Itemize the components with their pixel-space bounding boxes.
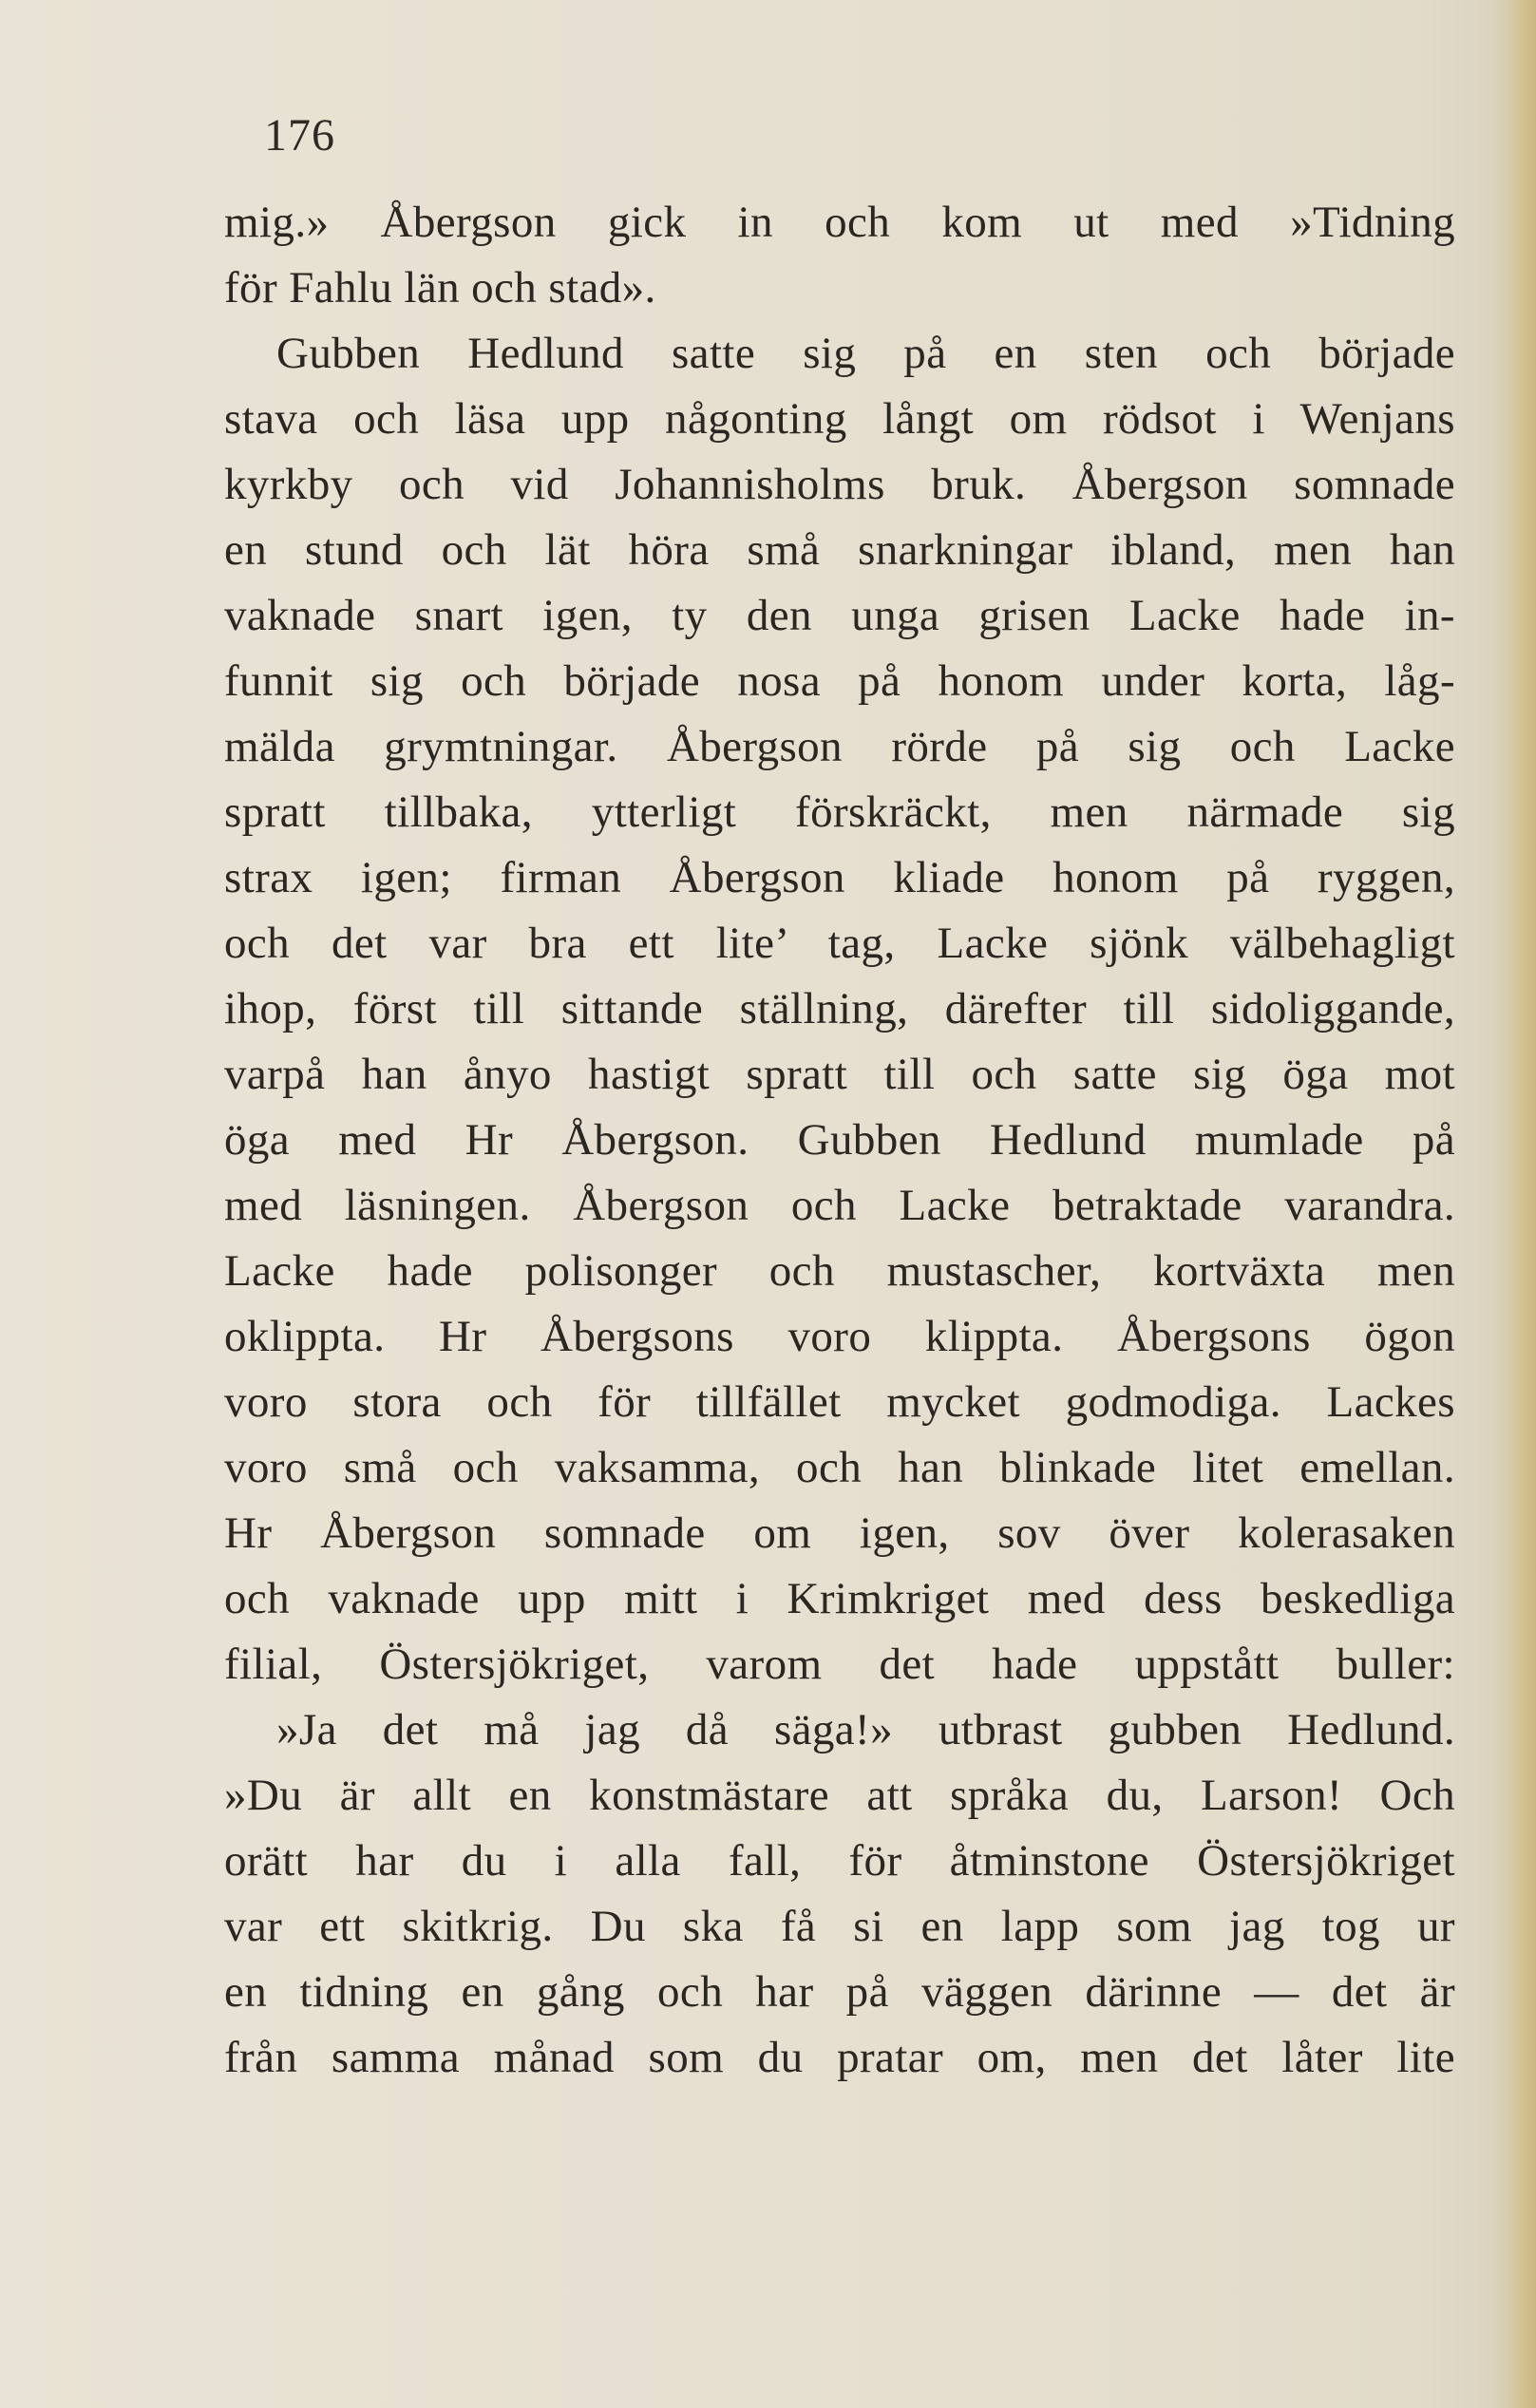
text-line: mig.» Åbergson gick in och kom ut med »Tidning [224,198,1455,247]
text-line: kyrkby och vid Johannisholms bruk. Åbergson somnade [224,460,1455,509]
body-text [224,190,1455,2091]
text-line: voro små och vaksamma, och han blinkade litet emellan. [224,1443,1455,1492]
text-line: öga med Hr Åbergson. Gubben Hedlund mumlade på [224,1115,1455,1165]
text-line: varpå han ånyo hastigt spratt till och satte sig öga mot [224,1050,1455,1099]
text-line: och det var bra ett lite’ tag, Lacke sjönk välbehagligt [224,919,1455,968]
text-line: »Du är allt en konstmästare att språka du, Larson! Och [224,1771,1455,1820]
text-line: en tidning en gång och har på väggen därinne — det är [224,1967,1455,2017]
text-line: för Fahlu län och stad». [224,263,656,313]
page-number: 176 [264,110,335,161]
text-line: ihop, först till sittande ställning, därefter till sidoliggande, [224,984,1455,1033]
text-line: »Ja det må jag då säga!» utbrast gubben Hedlund. [276,1705,1455,1754]
page-edge [1492,0,1536,2408]
text-line: funnit sig och började nosa på honom under korta, låg- [224,656,1455,706]
text-line: vaknade snart igen, ty den unga grisen Lacke hade in- [224,591,1455,640]
text-line: från samma månad som du pratar om, men det låter lite [224,2033,1455,2082]
text-line: Gubben Hedlund satte sig på en sten och började [276,329,1455,378]
text-line: Hr Åbergson somnade om igen, sov över kolerasaken [224,1508,1455,1558]
text-line: stava och läsa upp någonting långt om rödsot i Wenjans [224,394,1455,444]
text-line: med läsningen. Åbergson och Lacke betraktade varandra. [224,1181,1455,1230]
text-line: voro stora och för tillfället mycket godmodiga. Lackes [224,1377,1455,1427]
text-line: och vaknade upp mitt i Krimkriget med dess beskedliga [224,1574,1455,1623]
text-line: Lacke hade polisonger och mustascher, kortväxta men [224,1246,1455,1296]
text-line: orätt har du i alla fall, för åtminstone Östersjökriget [224,1836,1455,1886]
text-line: strax igen; firman Åbergson kliade honom på ryggen, [224,853,1455,902]
text-line: oklippta. Hr Åbergsons voro klippta. Åbergsons ögon [224,1312,1455,1361]
text-line: mälda grymtningar. Åbergson rörde på sig och Lacke [224,722,1455,771]
text-line: filial, Östersjökriget, varom det hade uppstått buller: [224,1640,1455,1689]
text-line: spratt tillbaka, ytterligt förskräckt, men närmade sig [224,787,1455,837]
text-line: var ett skitkrig. Du ska få si en lapp som jag tog ur [224,1902,1455,1951]
text-line: en stund och lät höra små snarkningar ibland, men han [224,525,1455,575]
